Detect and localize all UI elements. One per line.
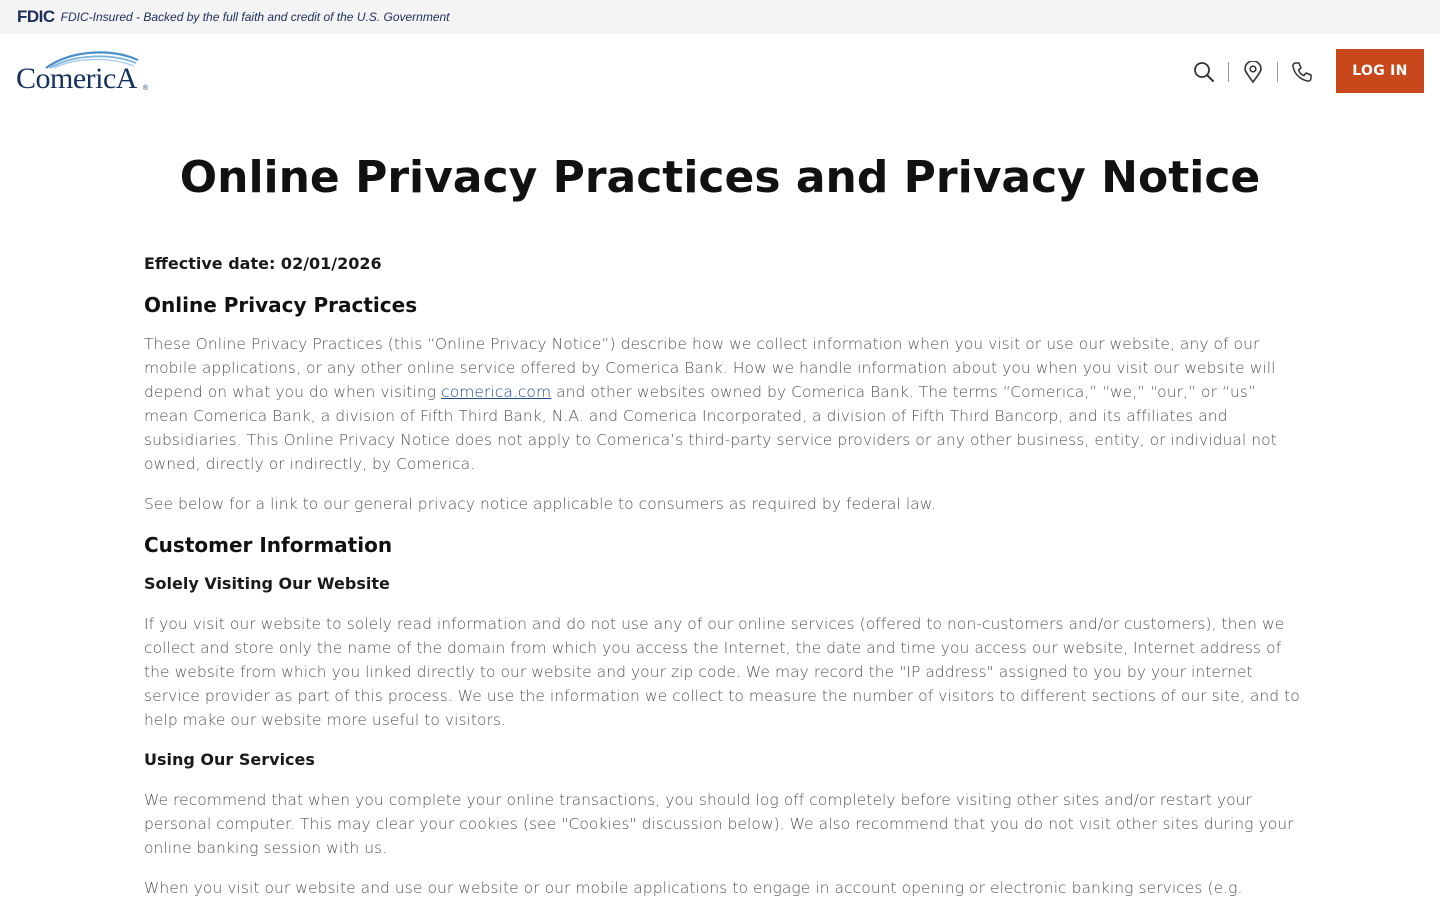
login-button[interactable]: LOG IN — [1336, 49, 1424, 93]
section-heading-customer-info: Customer Information — [144, 533, 393, 557]
registered-mark: ® — [142, 85, 148, 92]
site-header — [0, 34, 1440, 114]
fdic-notice-text: FDIC-Insured - Backed by the full faith and credit of the U.S. Government — [60, 10, 450, 24]
paragraph-intro — [144, 332, 1300, 476]
paragraph-solely-visiting: If you visit our website to solely read information and do not use any of our online services (offered to non-customers and/or customers), then we collect and store only the name of the domain from which you access the Internet, the date and time you access our website, Internet address of the website from which you linked directly to our website and your zip code. We may record the "IP address" assigned to you by your internet service provider as part of this process. We use the information we collect to measure the number of visitors to different sections of our site, and to help make our website more useful to visitors. — [144, 615, 1300, 729]
header-utility-icons — [1188, 56, 1318, 88]
search-icon[interactable] — [1188, 56, 1220, 88]
subheading-solely-visiting: Solely Visiting Our Website — [144, 574, 390, 593]
divider — [1228, 62, 1229, 82]
page-title: Online Privacy Practices and Privacy Notice — [179, 152, 1261, 203]
comerica-logo[interactable] — [16, 48, 148, 94]
section-heading-online-privacy: Online Privacy Practices — [144, 293, 418, 317]
subheading-using-services: Using Our Services — [144, 750, 315, 769]
effective-date: Effective date: 02/01/2026 — [144, 254, 382, 273]
paragraph-account-opening: When you visit our website and use our website or our mobile applications to engage in account opening or electronic banking services (e.g. — [144, 879, 1243, 897]
divider — [1277, 62, 1278, 82]
main-content — [144, 252, 1300, 900]
fdic-banner — [0, 0, 1440, 34]
intro-text-a: These Online Privacy Practices (this “Online Privacy Notice”) describe how we collect information when you visit or use our website, any of our mobile applications, or any other online service offered by Comerica Bank. How we handle information about you when you visit our website will depend on what you do when visiting — [144, 335, 1276, 401]
brand-wordmark: ComericA — [16, 62, 137, 95]
paragraph-see-below: See below for a link to our general privacy notice applicable to consumers as required by federal law. — [144, 495, 937, 513]
paragraph-using-services: We recommend that when you complete your online transactions, you should log off completely before visiting other sites and/or restart your personal computer. This may clear your cookies (see "Cookies" discussion below). We also recommend that you do not visit other sites during your online banking session with us. — [144, 791, 1294, 857]
fdic-logo: FDIC — [17, 7, 55, 26]
intro-text-b: and other websites owned by Comerica Bank. The terms “Comerica,” “we,” “our,” or “us” mean Comerica Bank, a division of Fifth Third Bank, N.A. and Comerica Incorporated, a division of Fifth Third Bancorp, and its affiliates and subsidiaries. This Online Privacy Notice does not apply to Comerica’s third-party service providers or any other business, entity, or individual not owned, directly or indirectly, by Comerica. — [144, 383, 1277, 473]
comerica-link[interactable]: comerica.com — [441, 383, 552, 401]
phone-icon[interactable] — [1286, 56, 1318, 88]
location-pin-icon[interactable] — [1237, 56, 1269, 88]
